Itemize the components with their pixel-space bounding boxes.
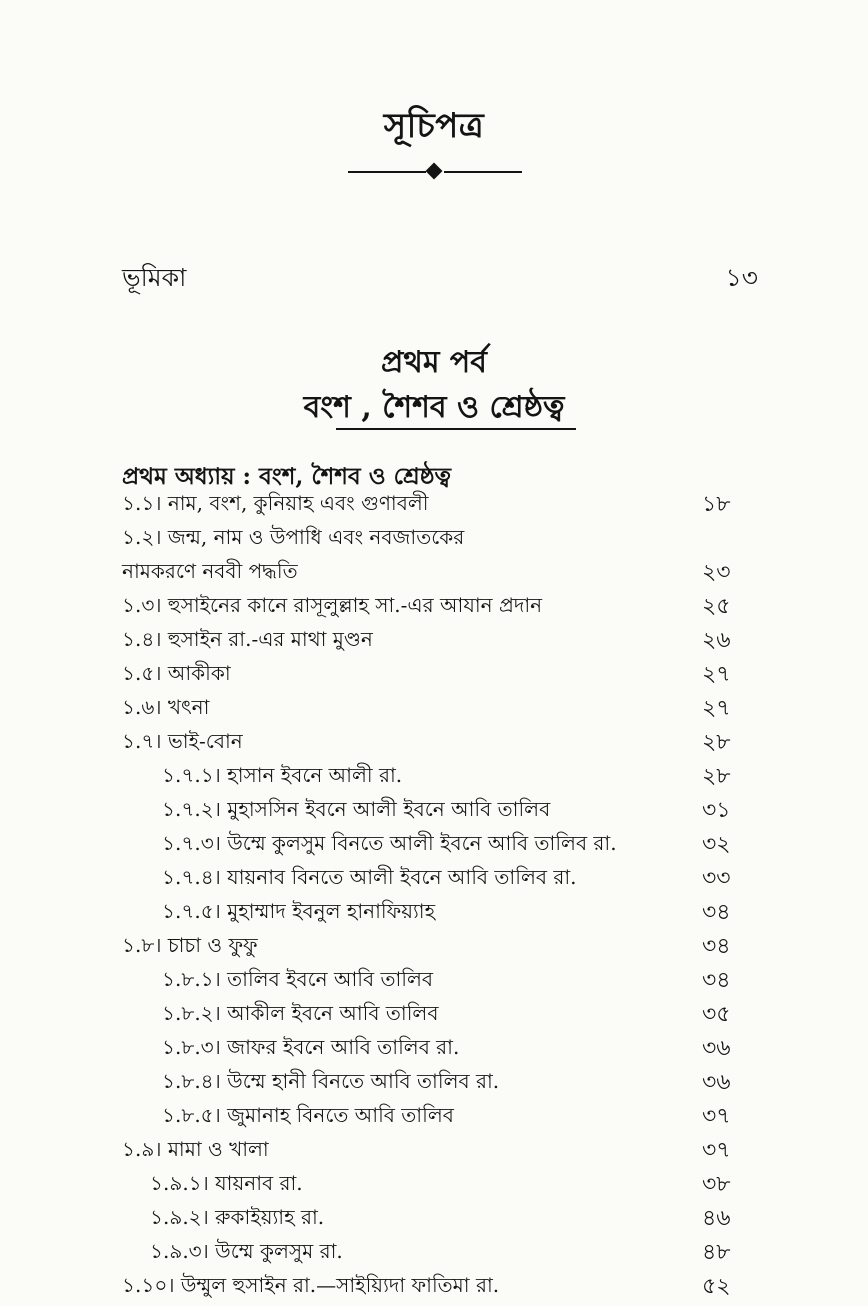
entry-page: ৪৮ — [702, 1239, 731, 1265]
entry-title: ১.৮.২। আকীল ইবনে আবি তালিব — [162, 1000, 439, 1025]
entry-title: ১.৮.৫। জুমানাহ বিনতে আবি তালিব — [162, 1102, 454, 1127]
ornament-line-right — [444, 171, 522, 173]
entry-title: ১.৯। মামা ও খালা — [122, 1136, 269, 1161]
entry-title: ১.৪। হুসাইন রা.-এর মাথা মুণ্ডন — [122, 626, 373, 651]
chapter-heading: প্রথম অধ্যায় : বংশ, শৈশব ও শ্রেষ্ঠত্ব — [122, 463, 452, 490]
entry-page: ২৬ — [702, 627, 731, 653]
toc-entry[interactable] — [0, 488, 868, 522]
entry-page: ২৩ — [702, 559, 731, 585]
entry-title: ১.১। নাম, বংশ, কুনিয়াহ এবং গুণাবলী — [122, 490, 429, 515]
page-title: সূচিপত্র — [383, 106, 485, 146]
entry-title: ১.৭.৫। মুহাম্মাদ ইবনুল হানাফিয়্যাহ — [162, 898, 436, 923]
toc-entry[interactable] — [0, 1134, 868, 1168]
toc-entry[interactable] — [0, 760, 868, 794]
toc-entry[interactable] — [0, 862, 868, 896]
entry-page: ২৮ — [702, 729, 731, 755]
entry-page: ৩৭ — [702, 1103, 731, 1129]
entry-title: ১.৭.৪। যায়নাব বিনতে আলী ইবনে আবি তালিব রা. — [162, 864, 577, 889]
toc-entry[interactable] — [0, 964, 868, 998]
entry-page: ২৭ — [702, 661, 731, 687]
entry-title: ১.৭.২। মুহাসসিন ইবনে আলী ইবনে আবি তালিব — [162, 796, 551, 821]
toc-entry[interactable] — [0, 896, 868, 930]
entry-title: ১.৮.৩। জাফর ইবনে আবি তালিব রা. — [162, 1034, 460, 1059]
entry-page: ১৮ — [702, 491, 731, 517]
entry-title: ১.৭। ভাই-বোন — [122, 728, 243, 753]
entry-page: ১৩ — [725, 263, 758, 292]
entry-title: ভূমিকা — [122, 263, 187, 292]
entry-title: ১.২। জন্ম, নাম ও উপাধি এবং নবজাতকের — [122, 524, 465, 549]
toc-entry[interactable] — [0, 1202, 868, 1236]
entry-page: ৩৪ — [702, 899, 731, 925]
toc-entry[interactable] — [0, 590, 868, 624]
entry-page: ২৮ — [702, 763, 731, 789]
entry-page: ২৭ — [702, 695, 731, 721]
entry-title: ১.৮.৪। উম্মে হানী বিনতে আবি তালিব রা. — [162, 1068, 500, 1093]
entry-title: ১.১০। উম্মুল হুসাইন রা.—সাইয়্যিদা ফাতিমা রা. — [122, 1272, 500, 1297]
title-ornament — [340, 164, 530, 180]
toc-entry[interactable] — [0, 1168, 868, 1202]
toc-entry[interactable] — [0, 1066, 868, 1100]
entry-page: ৫২ — [702, 1273, 731, 1299]
entry-title: নামকরণে নববী পদ্ধতি — [122, 558, 298, 583]
part-heading: প্রথম পর্ব — [381, 345, 487, 380]
entry-title: ১.৭.১। হাসান ইবনে আলী রা. — [162, 762, 403, 787]
entry-page: ২৫ — [702, 593, 731, 619]
toc-entry[interactable] — [0, 726, 868, 760]
entry-page: ৩৫ — [702, 1001, 731, 1027]
entry-page: ৩৪ — [702, 933, 731, 959]
entry-title: ১.৮.১। তালিব ইবনে আবি তালিব — [162, 966, 434, 991]
part-subtitle: বংশ , শৈশব ও শ্রেষ্ঠত্ব — [303, 390, 565, 425]
part-underline — [336, 428, 576, 430]
toc-entry[interactable] — [0, 828, 868, 862]
entry-page: ৩৩ — [702, 865, 731, 891]
toc-entry[interactable] — [0, 1100, 868, 1134]
entry-title: ১.৫। আকীকা — [122, 660, 231, 685]
toc-entry[interactable] — [0, 1032, 868, 1066]
entry-page: ৩৮ — [702, 1171, 731, 1197]
toc-entry[interactable] — [0, 658, 868, 692]
entry-title: ১.৮। চাচা ও ফুফু — [122, 932, 258, 957]
ornament-line-left — [348, 171, 426, 173]
entry-title: ১.৯.৩। উম্মে কুলসুম রা. — [150, 1238, 343, 1263]
entry-title: ১.৩। হুসাইনের কানে রাসূলুল্লাহ সা.-এর আযান প্রদান — [122, 592, 543, 617]
entry-title: ১.৭.৩। উম্মে কুলসুম বিনতে আলী ইবনে আবি তালিব রা. — [162, 830, 617, 855]
diamond-icon — [426, 163, 443, 180]
toc-entry[interactable] — [0, 930, 868, 964]
toc-entry[interactable] — [0, 1236, 868, 1270]
entry-title: ১.৯.২। রুকাইয়্যাহ রা. — [150, 1204, 325, 1229]
toc-entry[interactable] — [0, 624, 868, 658]
entry-page: ৩২ — [702, 831, 731, 857]
entry-page: ৩৬ — [702, 1035, 731, 1061]
entry-page: ৩১ — [702, 797, 731, 823]
toc-entry-introduction[interactable] — [122, 258, 758, 301]
toc-entry[interactable] — [0, 794, 868, 828]
toc-entry[interactable] — [0, 998, 868, 1032]
toc-entry[interactable] — [0, 522, 868, 556]
entry-title: ১.৯.১। যায়নাব রা. — [150, 1170, 303, 1195]
toc-entry[interactable] — [0, 1270, 868, 1304]
entry-title: ১.৬। খৎনা — [122, 694, 210, 719]
entry-page: ৩৭ — [702, 1137, 731, 1163]
entry-page: ৩৪ — [702, 967, 731, 993]
toc-entry[interactable] — [0, 692, 868, 726]
entry-page: ৩৬ — [702, 1069, 731, 1095]
toc-list — [0, 488, 868, 1304]
toc-entry[interactable] — [0, 556, 868, 590]
entry-page: ৪৬ — [702, 1205, 731, 1231]
